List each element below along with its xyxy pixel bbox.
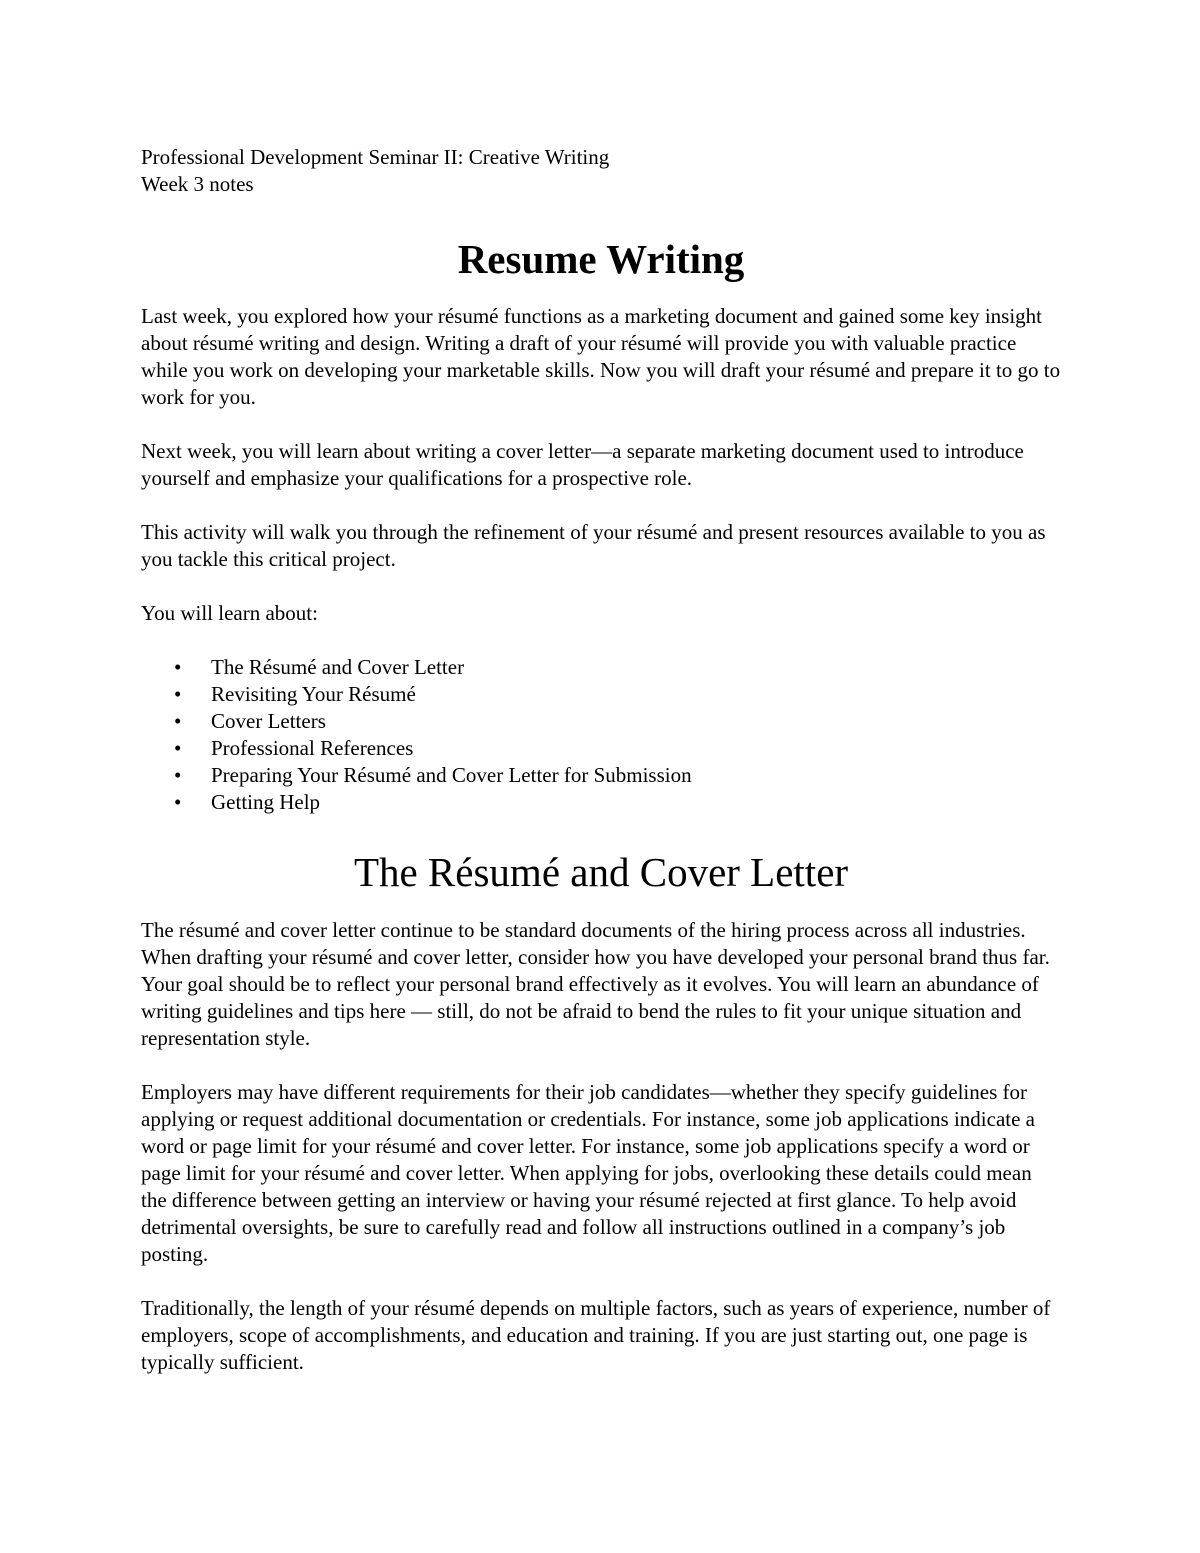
section-paragraph-3: Traditionally, the length of your résumé depends on multiple factors, such as years of experience, number of employers, scope of accomplishments, and education and training. If you are just starting out, one page is typically sufficient. [141,1296,1051,1374]
list-item-label: Professional References [211,736,414,760]
intro-paragraph-4: You will learn about: [141,601,318,625]
list-item-label: Cover Letters [211,709,326,733]
document-content [141,144,1061,1403]
list-item [174,654,1061,681]
list-item-label: Revisiting Your Résumé [211,682,416,706]
list-item [174,762,1061,789]
list-item [174,681,1061,708]
course-title: Professional Development Seminar II: Creative Writing [141,145,610,169]
section-paragraph-1: The résumé and cover letter continue to be standard documents of the hiring process across all industries. When drafting your résumé and cover letter, consider how you have developed your personal brand thus far. Your goal should be to reflect your personal brand effectively as it evolves. You will learn an abundance of writing guidelines and tips here — still, do not be afraid to bend the rules to fit your unique situation and representation style. [141,918,1050,1050]
intro-paragraph-1: Last week, you explored how your résumé functions as a marketing document and gained some key insight about résumé writing and design. Writing a draft of your résumé will provide you with valuable practice while you work on developing your marketable skills. Now you will draft your résumé and prepare it to go to work for you. [141,304,1061,409]
bullet-icon: • [174,682,182,706]
bullet-icon: • [174,709,182,733]
week-label: Week 3 notes [141,172,254,196]
section-heading: The Résumé and Cover Letter [353,849,849,895]
section-paragraph-2: Employers may have different requirements for their job candidates—whether they specify guidelines for applying or request additional documentation or credentials. For instance, some job applications indicate a word or page limit for your résumé and cover letter. For instance, some job applications specify a word or page limit for your résumé and cover letter. When applying for jobs, overlooking these details could mean the difference between getting an interview or having your résumé rejected at first glance. To help avoid detrimental oversights, be sure to carefully read and follow all instructions outlined in a company’s job posting. [141,1080,1035,1266]
list-item [174,789,1061,816]
list-item [174,708,1061,735]
list-item-label: Getting Help [211,790,321,814]
list-item [174,735,1061,762]
bullet-icon: • [174,763,182,787]
list-item-label: The Résumé and Cover Letter [211,655,465,679]
intro-paragraph-3: This activity will walk you through the refinement of your résumé and present resources available to you as you tackle this critical project. [141,520,1046,571]
bullet-icon: • [174,790,182,814]
list-item-label: Preparing Your Résumé and Cover Letter for Submission [211,763,692,787]
topic-list [141,654,1061,816]
bullet-icon: • [174,736,182,760]
intro-paragraph-2: Next week, you will learn about writing a cover letter—a separate marketing document used to introduce yourself and emphasize your qualifications for a prospective role. [141,439,1024,490]
bullet-icon: • [174,655,182,679]
page-title: Resume Writing [457,236,745,282]
